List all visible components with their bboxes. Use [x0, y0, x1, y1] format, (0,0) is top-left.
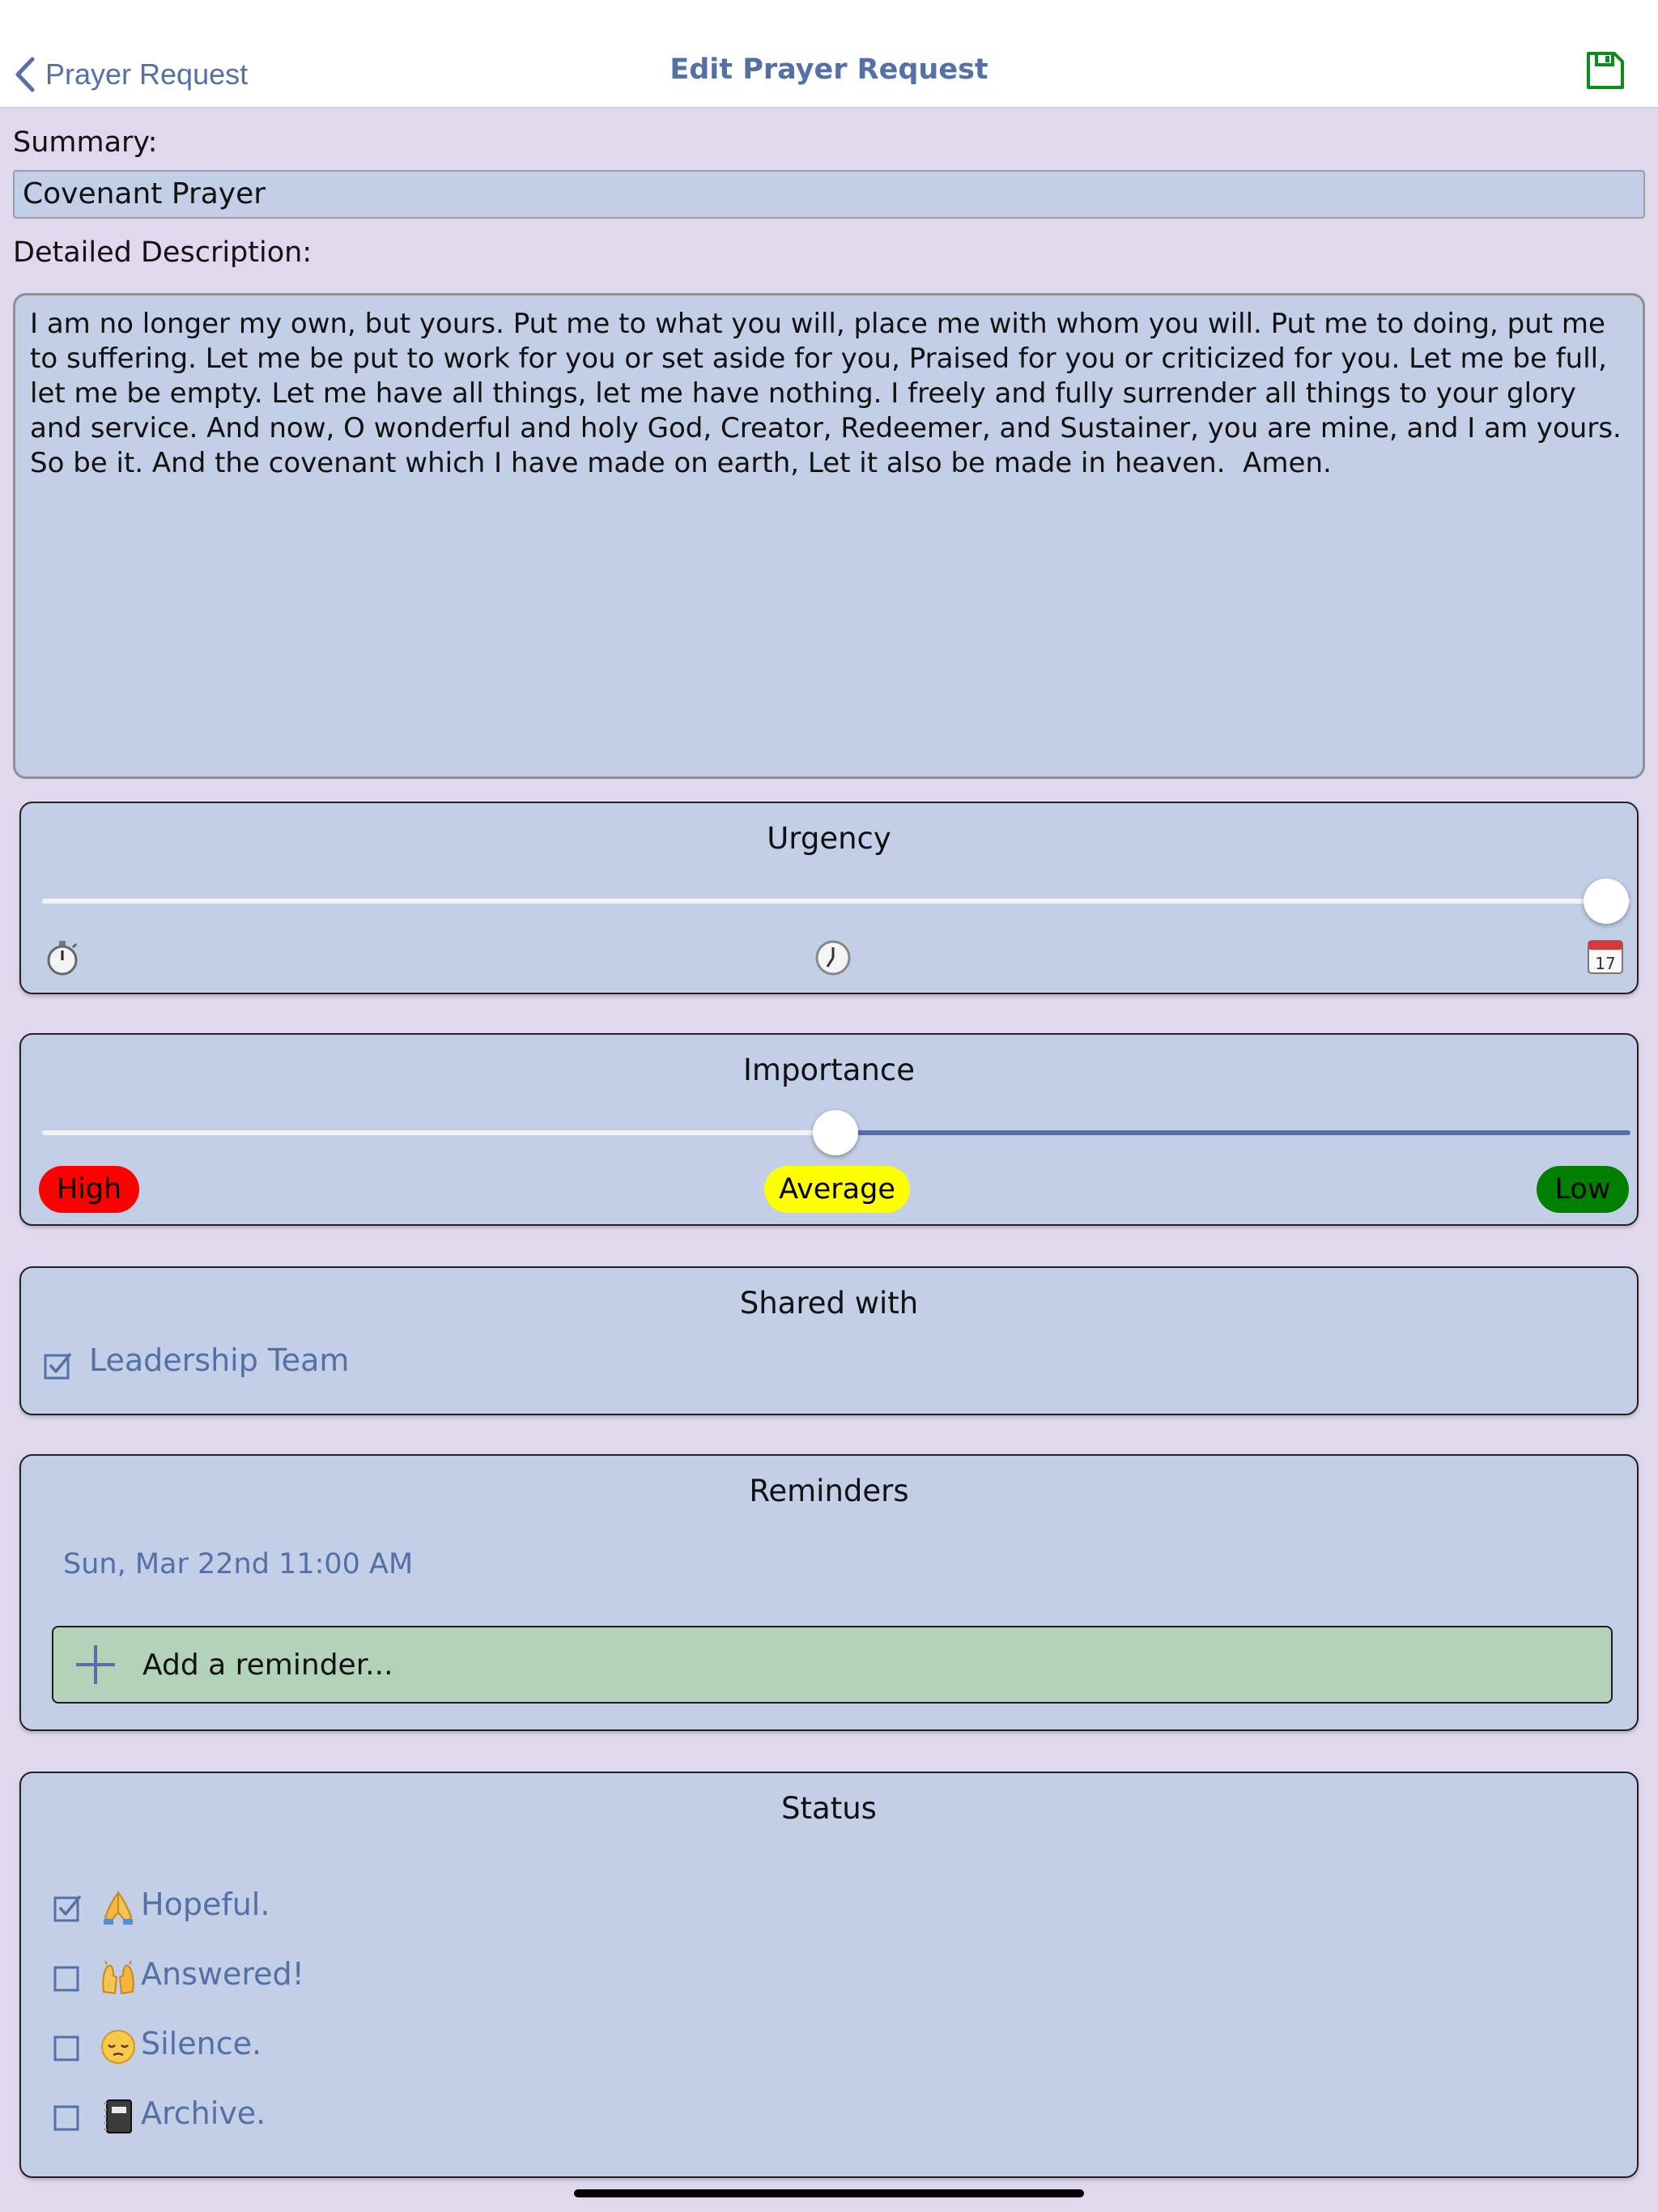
answered-label: Answered!: [141, 1956, 304, 1992]
importance-high-pill: High: [39, 1166, 139, 1213]
navigation-bar: [0, 0, 1658, 108]
stopwatch-icon: [44, 939, 81, 976]
shared-with-title: Shared with: [739, 1286, 919, 1321]
add-reminder-label: Add a reminder...: [142, 1648, 393, 1682]
plus-icon: [74, 1644, 117, 1686]
reminders-card: [19, 1454, 1639, 1731]
reminders-title: Reminders: [749, 1474, 909, 1508]
urgency-card: [19, 802, 1639, 994]
importance-slider-thumb[interactable]: [813, 1110, 858, 1155]
notebook-icon: [99, 2097, 138, 2136]
summary-input[interactable]: Covenant Prayer: [13, 170, 1645, 219]
archive-label: Archive.: [141, 2095, 266, 2131]
clock-icon: [814, 939, 852, 976]
home-indicator: [574, 2189, 1084, 2197]
pensive-face-icon: [99, 2027, 138, 2066]
importance-average-pill: Average: [764, 1166, 910, 1213]
checkbox-empty-icon: [53, 1963, 83, 1992]
page-title: Edit Prayer Request: [670, 53, 988, 86]
save-button[interactable]: [1584, 49, 1627, 92]
summary-label: Summary:: [13, 126, 158, 159]
urgency-title: Urgency: [767, 821, 891, 856]
checkbox-checked-icon: [53, 1893, 83, 1922]
silence-checkbox[interactable]: [53, 2032, 83, 2061]
calendar-icon: [1587, 938, 1624, 975]
urgency-slider-track[interactable]: [42, 899, 1630, 904]
archive-checkbox[interactable]: [53, 2102, 83, 2131]
importance-title: Importance: [742, 1053, 916, 1087]
shared-with-card: [19, 1266, 1639, 1415]
description-textarea[interactable]: I am no longer my own, but yours. Put me to what you will, place me with whom you will. Put me to doing, put me to suffering. Let me be put to work for you or set aside for you, Praised for you or criticized for you. Let me be full, let me be empty. Let me have all things, let me have nothing. I freely and fully surrender all things to your glory and service. And now, O wonderful and holy God, Creator, Redeemer, and Sustainer, you are mine, and I am yours. So be it. And the covenant which I have made on earth, Let it also be made in heaven. Amen.: [13, 293, 1645, 779]
importance-low-pill: Low: [1537, 1166, 1629, 1213]
back-button-label: Prayer Request: [45, 57, 249, 91]
leadership-team-checkbox[interactable]: [44, 1351, 73, 1380]
status-card: [19, 1772, 1639, 2178]
add-reminder-button[interactable]: [52, 1626, 1613, 1704]
silence-label: Silence.: [141, 2026, 262, 2061]
reminder-item[interactable]: Sun, Mar 22nd 11:00 AM: [63, 1548, 414, 1580]
raised-hands-icon: [99, 1958, 138, 1997]
leadership-team-label[interactable]: Leadership Team: [89, 1342, 350, 1378]
answered-checkbox[interactable]: [53, 1963, 83, 1992]
importance-card: [19, 1033, 1639, 1226]
importance-slider-fill: [837, 1130, 1630, 1135]
calendar-day: 17: [1595, 954, 1616, 973]
checkbox-checked-icon: [44, 1351, 73, 1380]
description-label: Detailed Description:: [13, 236, 312, 269]
praying-hands-icon: [99, 1888, 138, 1927]
urgency-slider-thumb[interactable]: [1584, 878, 1629, 924]
save-icon: [1584, 49, 1627, 92]
hopeful-checkbox[interactable]: [53, 1893, 83, 1922]
checkbox-empty-icon: [53, 2032, 83, 2061]
status-title: Status: [781, 1791, 877, 1826]
checkbox-empty-icon: [53, 2102, 83, 2131]
hopeful-label: Hopeful.: [141, 1887, 270, 1922]
